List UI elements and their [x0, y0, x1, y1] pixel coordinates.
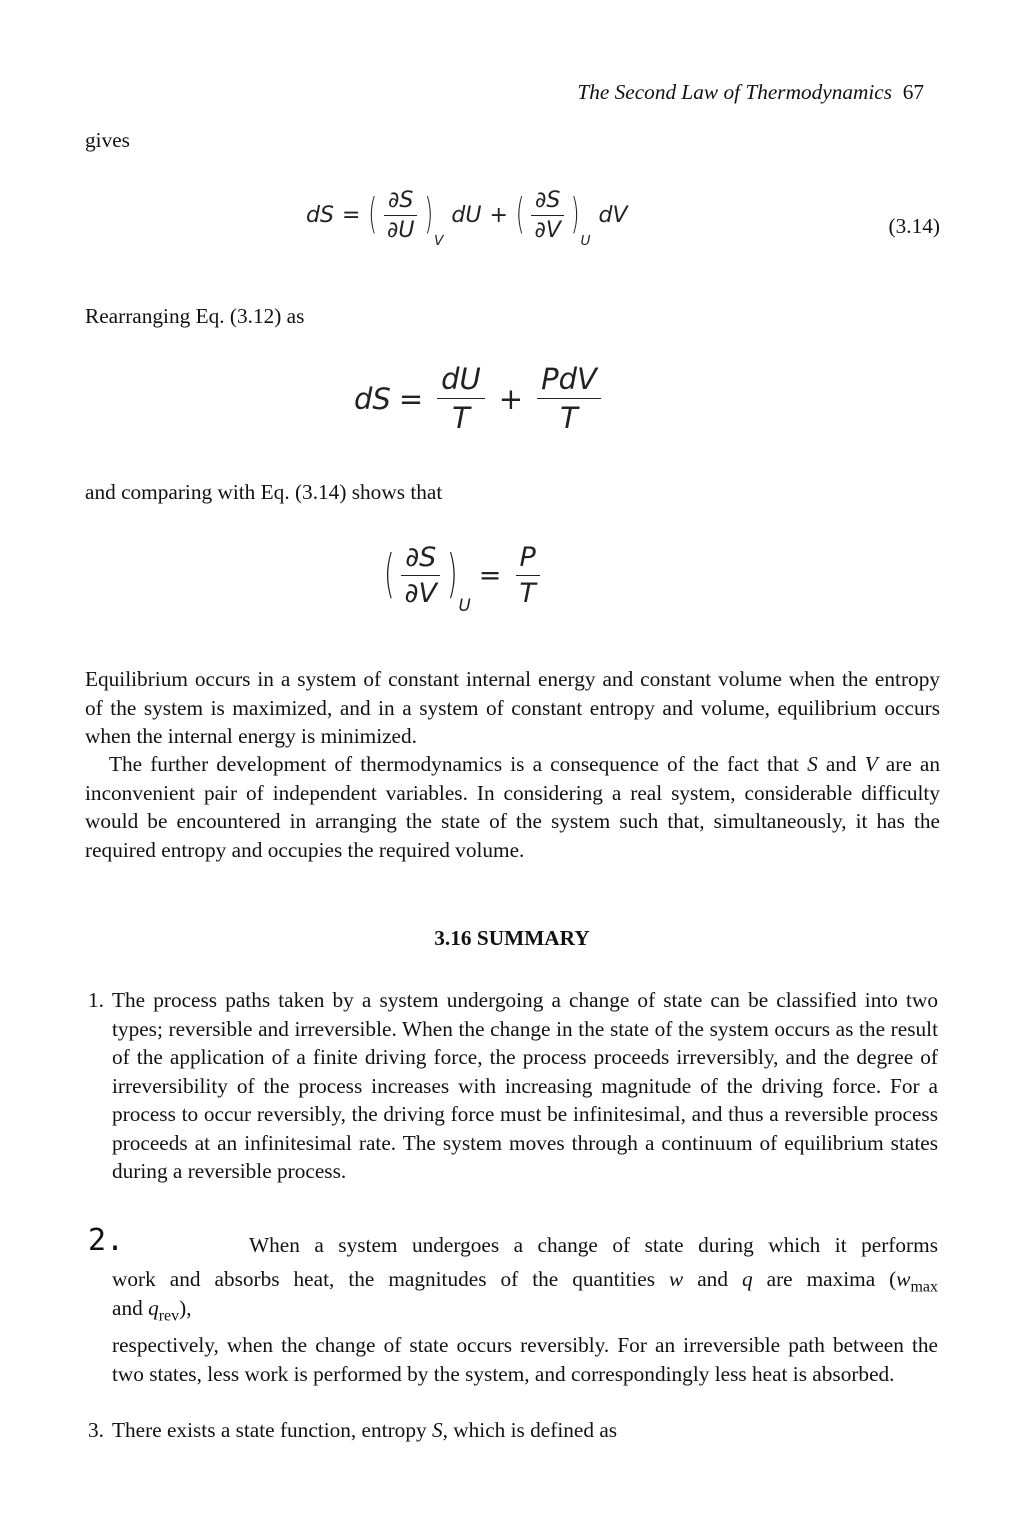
- item2-number: 2.: [88, 1223, 125, 1258]
- item3-S: S,: [431, 1418, 448, 1442]
- section-heading: 3.16 SUMMARY: [434, 926, 590, 950]
- header-title: The Second Law of Thermodynamics: [577, 80, 893, 104]
- item2-d: ),: [179, 1296, 192, 1320]
- eq3-sub: U: [458, 595, 471, 615]
- summary-item-1: The process paths taken by a system undergoing a change of state can be classified into two types; reversible and irreversible. When the change in the state of the system occurs as the result of the application of a finite driving force, the process proceeds irreversibly, and the degree of irreversibility of the process increases with increasing magnitude of the driving force. For a process to occur reversibly, the driving force must be infinitesimal, and thus a reversible process proceeds at an infinitesimal rate. The system moves through a continuum of equilibrium states during a reversible process.: [112, 988, 938, 1183]
- eq3-r-num: P: [516, 542, 540, 576]
- paragraph-equilibrium: Equilibrium occurs in a system of constant internal energy and constant volume when the entropy of the system is maximized, and in a system of constant entropy and volume, equilibrium occurs when the internal energy is minimized.: [85, 667, 940, 748]
- eq1-f1-sub: V: [434, 233, 444, 249]
- item2-b: are maxima (: [752, 1267, 897, 1291]
- eq2-f2-den: T: [560, 401, 578, 435]
- para2-a: The further development of thermodynamics is a consequence of the fact that: [109, 752, 808, 776]
- summary-item-3: [112, 1416, 938, 1445]
- eq1-f2-sub: U: [580, 233, 591, 249]
- eq2-fraction-2: [537, 362, 601, 435]
- item2-line3: [112, 1294, 938, 1331]
- eq2-plus: +: [498, 381, 524, 416]
- item2-wmax-sub: max: [910, 1278, 938, 1296]
- item1-number: 1.: [88, 988, 104, 1012]
- paragraph-further-development: [85, 750, 940, 864]
- eq3-f-num: ∂S: [401, 542, 440, 576]
- eq1-t1: dU: [451, 203, 482, 228]
- item2-rest: respectively, when the change of state occurs reversibly. For an irreversible path between the two states, less work is performed by the system, and correspondingly less heat is absorbed.: [112, 1333, 938, 1386]
- eq1-f2-num: ∂S: [531, 188, 564, 216]
- eq2-equals: =: [398, 381, 424, 416]
- text-comparing: and comparing with Eq. (3.14) shows that: [85, 480, 443, 504]
- eq1-fraction-2: [530, 188, 564, 243]
- para2-S: S: [807, 752, 818, 776]
- equation-pressure: [384, 542, 546, 615]
- equation-3-14: [306, 188, 628, 249]
- eq2-fraction-1: [437, 362, 485, 435]
- page-number: 67: [902, 80, 924, 104]
- text-gives: gives: [85, 128, 130, 152]
- item2-and: and: [683, 1267, 742, 1291]
- equation-number: (3.14): [888, 214, 940, 238]
- eq3-equals: =: [478, 560, 502, 591]
- eq3-r-den: T: [519, 578, 536, 609]
- item2-line1: When a system undergoes a change of state during which it performs: [249, 1233, 938, 1257]
- eq1-rparen-2: ): [570, 191, 580, 240]
- eq1-t2: dV: [598, 203, 628, 228]
- eq1-f1-num: ∂S: [384, 188, 417, 216]
- eq2-f1-num: dU: [437, 362, 485, 399]
- eq3-rparen: ): [446, 546, 458, 605]
- eq2-f1-den: T: [452, 401, 470, 435]
- item2-a: work and absorbs heat, the magnitudes of the quantities: [112, 1267, 670, 1291]
- item3-b: which is defined as: [447, 1418, 618, 1442]
- eq3-fraction-2: [515, 542, 540, 609]
- eq1-lhs: dS: [306, 203, 334, 228]
- eq1-f1-den: ∂U: [386, 218, 415, 243]
- item3-number: 3.: [88, 1418, 104, 1442]
- text-rearranging: Rearranging Eq. (3.12) as: [85, 304, 305, 328]
- equation-ds: [354, 362, 607, 435]
- item2-q: q: [741, 1267, 753, 1291]
- eq2-f2-num: PdV: [537, 362, 601, 399]
- eq1-plus: +: [489, 203, 508, 228]
- item2-qrev-sub: rev: [158, 1307, 180, 1325]
- eq3-fraction-1: [401, 542, 441, 609]
- eq3-lparen: (: [384, 546, 395, 605]
- running-header: [577, 80, 924, 105]
- item3-a: There exists a state function, entropy: [112, 1418, 432, 1442]
- eq1-equals: =: [341, 203, 361, 228]
- eq3-f-den: ∂V: [404, 578, 437, 609]
- eq1-lparen-1: (: [368, 191, 377, 240]
- eq1-lparen-2: (: [515, 191, 525, 240]
- para2-b: and: [817, 752, 865, 776]
- eq1-f2-den: ∂V: [534, 218, 561, 243]
- item2-c: and: [112, 1296, 149, 1320]
- para2-V: V: [864, 752, 878, 776]
- item2-qrev-q: q: [148, 1296, 159, 1320]
- item2-w: w: [669, 1267, 684, 1291]
- eq1-rparen-1: ): [424, 191, 434, 240]
- eq2-lhs: dS: [354, 381, 391, 416]
- eq1-fraction-1: [383, 188, 418, 243]
- item2-wmax-w: w: [896, 1267, 911, 1291]
- para2-c: are an inconvenient pair of independent variables. In considering a real system, considerable difficulty would be encountered in arranging the state of the system such that, simultaneously, it has the required entropy and occupies the required volume.: [85, 752, 941, 862]
